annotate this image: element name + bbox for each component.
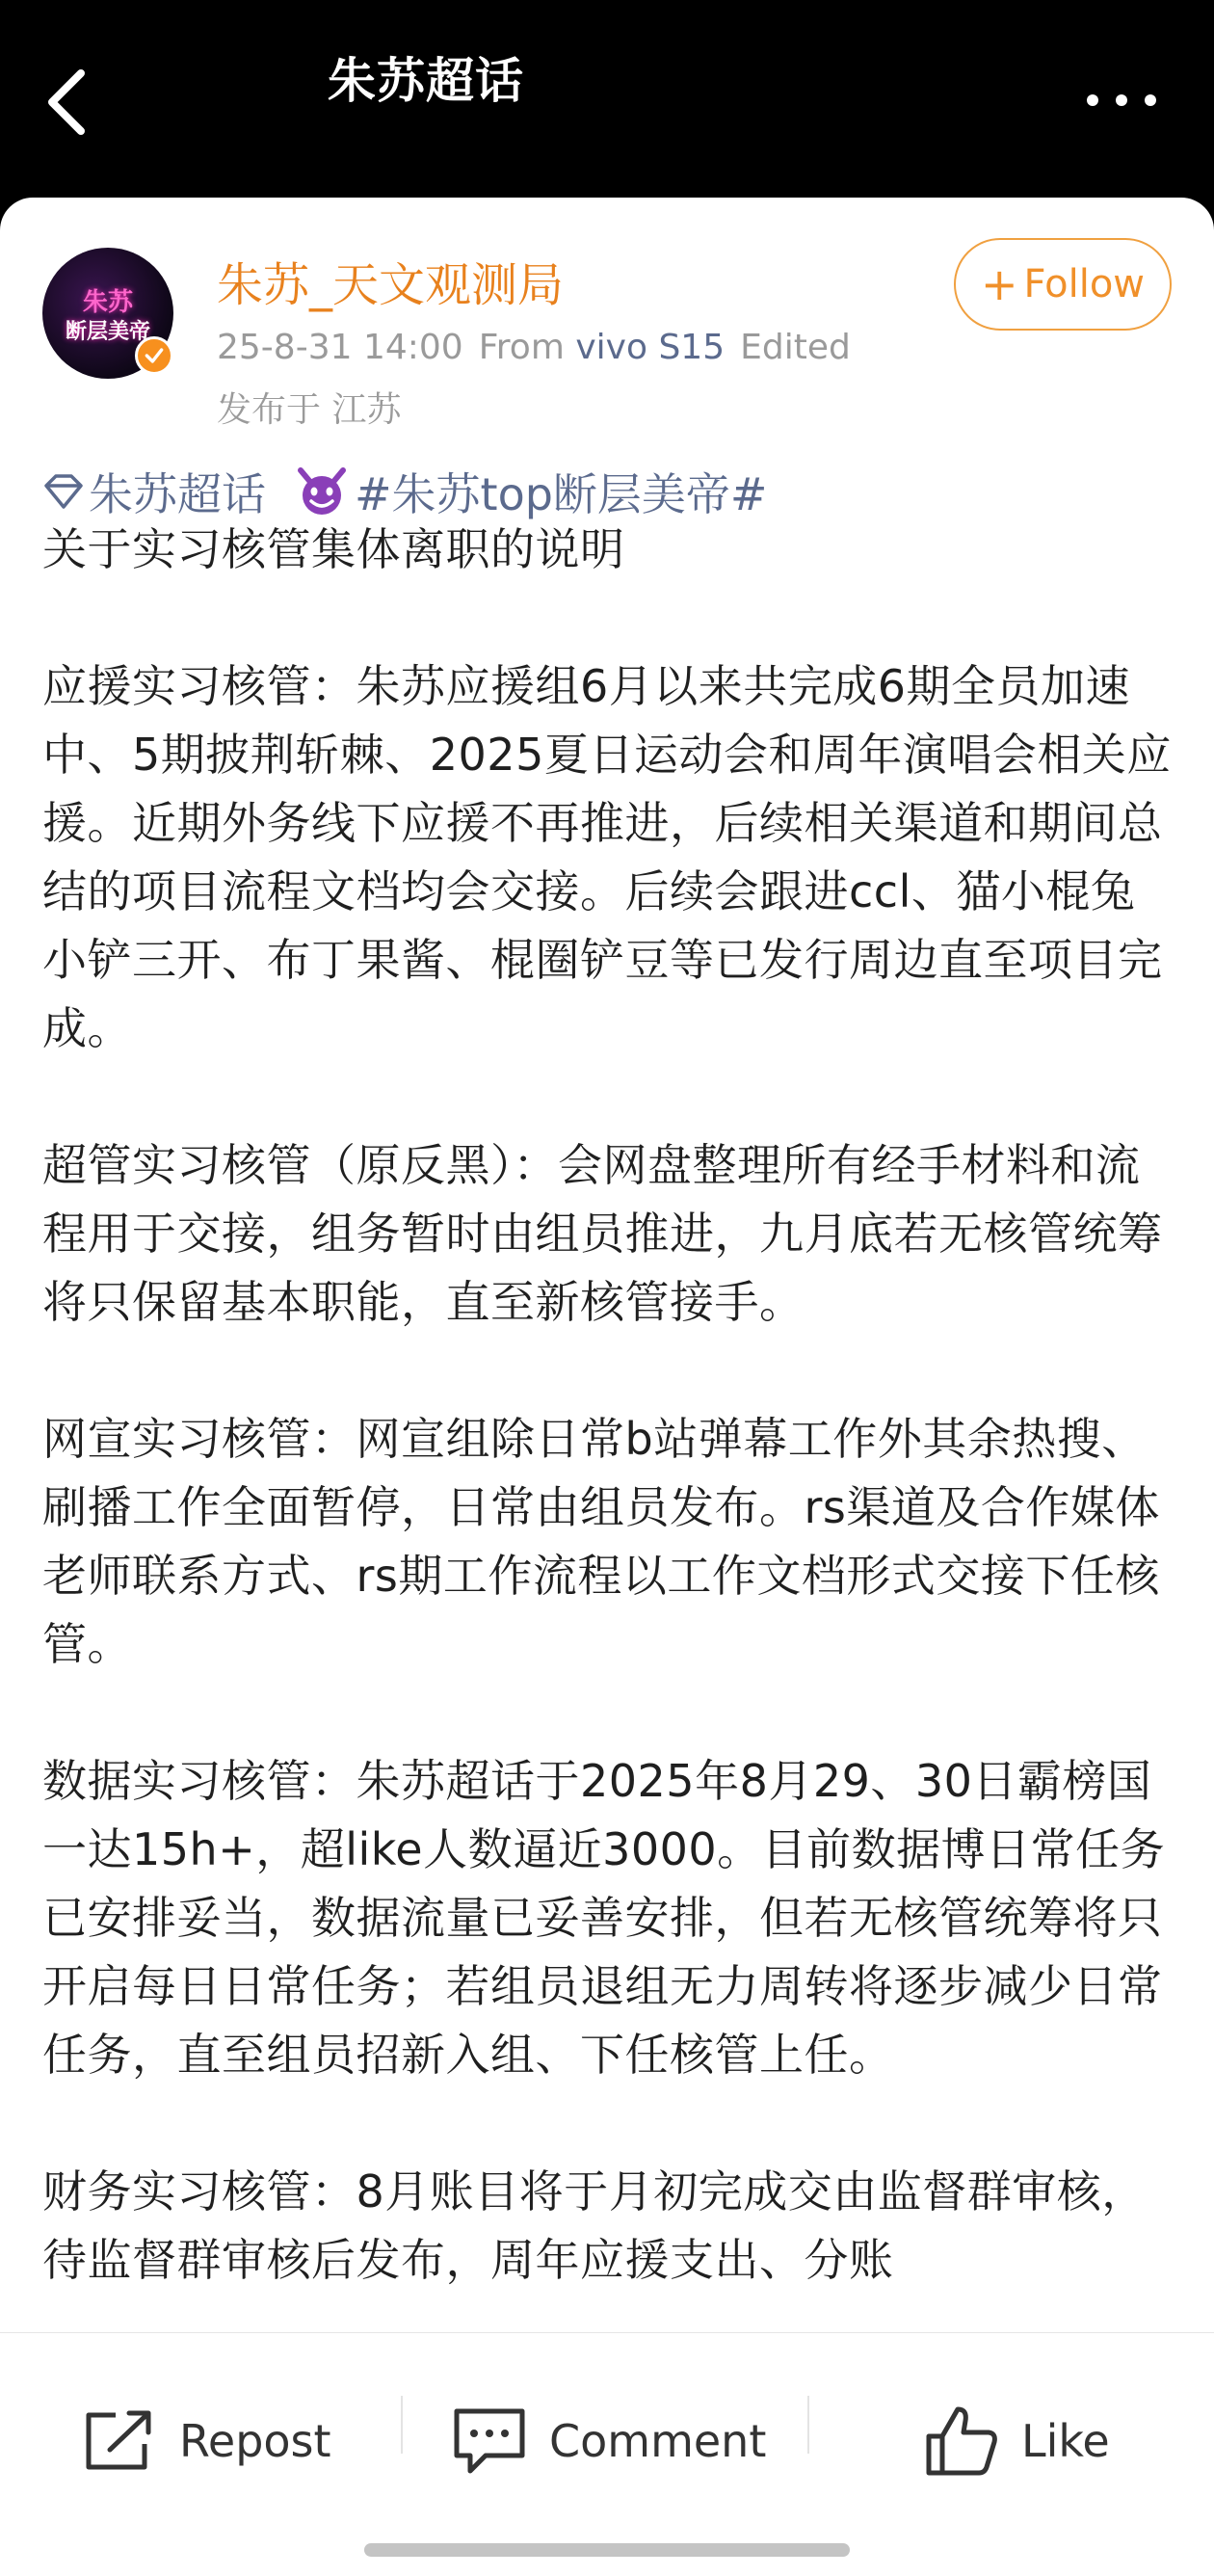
repost-label: Repost [179,2415,331,2467]
paragraph-spacer [42,1063,1175,1131]
super-topic-icon [42,470,85,513]
author-name[interactable]: 朱苏_天文观测局 [217,258,565,312]
post-location: 发布于 江苏 [217,390,402,430]
super-topic-link[interactable]: 朱苏超话 [89,468,266,520]
avatar-logo-line1: 朱苏 [82,288,133,317]
hashtag-link[interactable]: #朱苏top断层美帝# [355,468,768,520]
content-paragraph-promotion: 网宣实习核管：网宣组除日常b站弹幕工作外其余热搜、刷播工作全面暂停，日常由组员发布。rs渠道及合作媒体老师联系方式、rs期工作流程以工作文档形式交接下任核管。 [42,1413,1160,1670]
post-card [0,198,1214,2575]
divider [807,2396,809,2454]
verified-badge-icon [135,336,173,375]
content-heading: 关于实习核管集体离职的说明 [42,523,625,575]
chevron-left-icon[interactable] [42,66,100,139]
home-indicator[interactable] [364,2543,850,2557]
paragraph-spacer [42,1337,1175,1405]
paragraph-spacer [42,1679,1175,1747]
top-navigation-bar [0,0,1214,198]
post-content [42,516,1175,2295]
plus-icon: + [980,258,1018,310]
avatar-logo-line2: 断层美帝 [65,320,150,344]
paragraph-spacer [42,2089,1175,2158]
content-paragraph-data: 数据实习核管：朱苏超话于2025年8月29、30日霸榜国一达15h+，超like人数逼近3000。目前数据博日常任务已安排妥当，数据流量已妥善安排，但若无核管统筹将只开启每日日常任务；若组员退组无力周转将逐步减少日常任务，直至组员招新入组、下任核管上任。 [42,1755,1166,2081]
repost-icon [81,2407,158,2475]
comment-button[interactable] [451,2393,766,2489]
comment-label: Comment [549,2415,767,2467]
edited-label[interactable]: Edited [740,328,851,367]
post-tags [42,460,767,523]
more-horizontal-icon[interactable] [1083,89,1160,112]
devil-emoji-icon [295,465,349,518]
content-paragraph-finance: 财务实习核管：8月账目将于月初完成交由监督群审核，待监督群审核后发布，周年应援支出、分账 [42,2165,1147,2286]
source-prefix: From [478,328,565,367]
action-bar [0,2332,1214,2576]
repost-button[interactable] [81,2393,331,2489]
comment-icon [451,2405,528,2477]
content-paragraph-support: 应援实习核管：朱苏应援组6月以来共完成6期全员加速中、5期披荆斩棘、2025夏日运动会和周年演唱会相关应援。近期外务线下应援不再推进，后续相关渠道和期间总结的项目流程文档均会交接。后续会跟进ccl、猫小棍兔小铲三开、布丁果酱、棍圈铲豆等已发行周边直至项目完成。 [42,660,1172,1054]
divider [401,2396,403,2454]
like-button[interactable] [923,2393,1110,2489]
device-source[interactable]: vivo S15 [575,328,726,367]
post-meta [217,328,851,367]
post-timestamp: 25-8-31 14:00 [217,328,463,367]
follow-label: Follow [1023,262,1145,306]
like-label: Like [1021,2415,1110,2467]
thumbs-up-icon [923,2403,1000,2479]
paragraph-spacer [42,584,1175,652]
page-title: 朱苏超话 [328,53,524,109]
content-paragraph-super-admin: 超管实习核管（原反黑）：会网盘整理所有经手材料和流程用于交接，组务暂时由组员推进，九月底若无核管统筹将只保留基本职能，直至新核管接手。 [42,1139,1163,1328]
follow-button[interactable] [954,238,1172,331]
